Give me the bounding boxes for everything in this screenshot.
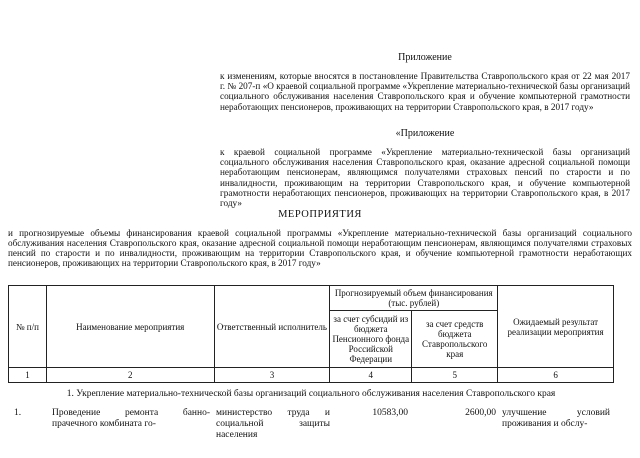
appendix2-label: «Приложение: [395, 128, 455, 139]
program-reference-text: к краевой социальной программе «Укрепление материально-технической базы организаций социального обслуживания населения Ставропольского края, оказание адресной социальной помощи неработающим пенсионерам, являющимся получателями страховых пенсий по старости и по инвалидности, проживающим на территории Ставропольского края, и обучение компьютерной грамотности неработающих пенсионеров, проживающих на территории Ставропольского края, в 2017 году»: [220, 147, 630, 209]
document-title: МЕРОПРИЯТИЯ: [278, 209, 362, 220]
header-result: Ожидаемый результат реализации мероприятия: [498, 286, 614, 368]
row1-number: 1.: [14, 408, 22, 418]
col-number: 2: [46, 368, 214, 383]
col-number: 4: [330, 368, 412, 383]
row1-value-pension: 10583,00: [372, 408, 408, 418]
col-number: 3: [214, 368, 330, 383]
header-name: Наименование мероприятия: [46, 286, 214, 368]
header-responsible: Ответственный исполнитель: [214, 286, 330, 368]
measures-table: [8, 285, 614, 383]
table-row-column-numbers: [9, 368, 614, 383]
intro-paragraph: и прогнозируемые объемы финансирования краевой социальной программы «Укрепление материально-технической базы организаций социального обслуживания населения Ставропольского края, оказание адресной социальной помощи неработающим пенсионерам, являющимся получателями страховых пенсий по старости и по инвалидности, проживающим на территории Ставропольского края, и обучение компьютерной грамотности неработающих пенсионеров, проживающих на территории Ставропольского края, в 2017 году»: [8, 228, 632, 268]
row1-value-budget: 2600,00: [465, 408, 496, 418]
section-title: 1. Укрепление материально-технической базы организаций социального обслуживания населения Ставропольского края: [66, 389, 556, 399]
row1-result: улучшение условий проживания и обслу-: [502, 408, 610, 429]
header-fin-budget: за счет средств бюджета Ставропольского края: [412, 311, 498, 368]
header-fin-pension: за счет субсидий из бюджета Пенсионного фонда Российской Федерации: [330, 311, 412, 368]
header-financing: Прогнозируемый объем финансирования (тыс. рублей): [330, 286, 498, 311]
row1-responsible: министерство труда и социальной защиты населения: [216, 408, 330, 440]
amendment-reference-text: к изменениям, которые вносятся в постановление Правительства Ставропольского края от 22 мая 2017 г. № 207-п «О краевой социальной программе «Укрепление материально-технической базы организаций социального обслуживания населения Ставропольского края и обучение компьютерной грамотности неработающих пенсионеров, проживающих на территории Ставропольского края, в 2017 году»: [220, 71, 630, 112]
table-header-row: [9, 286, 614, 311]
col-number: 6: [498, 368, 614, 383]
appendix-label: Приложение: [398, 52, 452, 63]
row1-name: Проведение ремонта банно-прачечного комбината го-: [52, 408, 210, 429]
header-num: № п/п: [9, 286, 47, 368]
col-number: 1: [9, 368, 47, 383]
col-number: 5: [412, 368, 498, 383]
